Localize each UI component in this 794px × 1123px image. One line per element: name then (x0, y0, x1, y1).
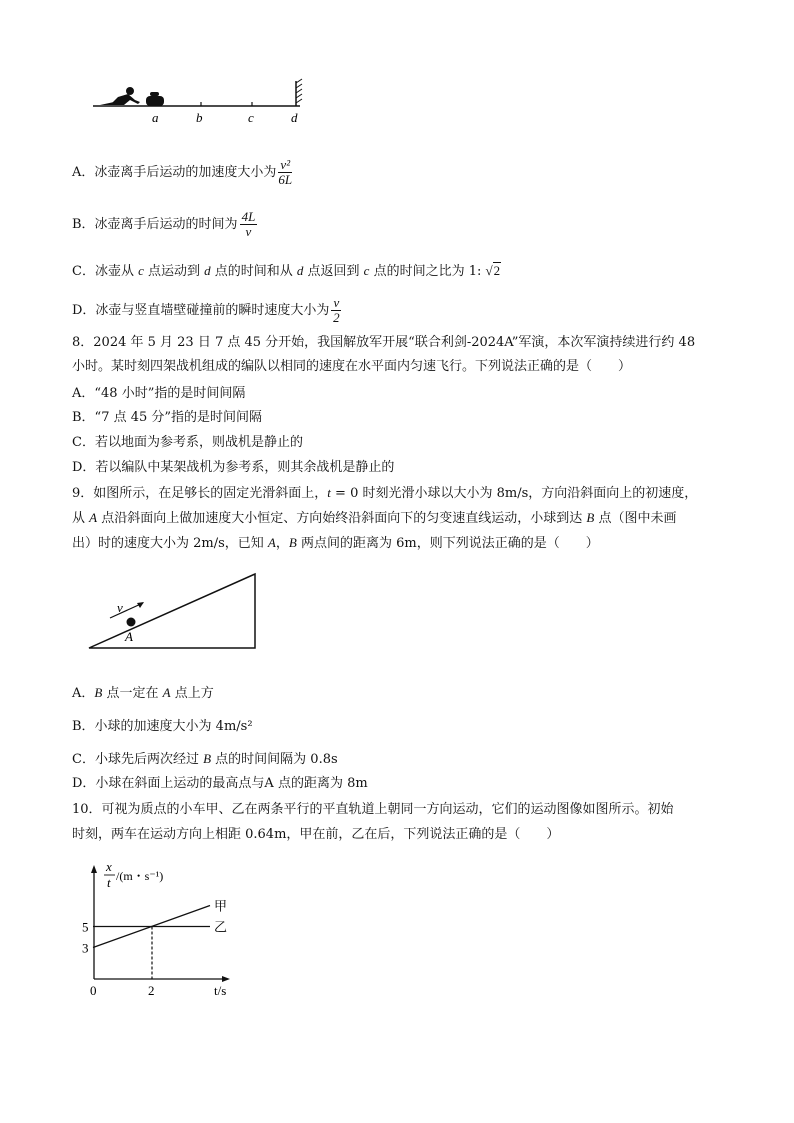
y-tick-label-5: 5 (82, 919, 89, 935)
xlabel: t/s (214, 983, 227, 998)
xt-t-chart (80, 855, 250, 1005)
fraction: $\frac{4L}{v}$ (241, 209, 256, 239)
q8-option-b: B．“7 点 45 分”指的是时间间隔 (72, 410, 263, 425)
point-label-A: A (125, 629, 133, 644)
series-label-1: 乙 (214, 919, 228, 935)
point-label-b: b (196, 110, 203, 125)
q9-stem-3: 出）时的速度大小为 2m/s，已知 A，B 两点间的距离为 6m，则下列说法正确的是（ ） (72, 535, 599, 551)
q8-stem-2: 小时。某时刻四架战机组成的编队以相同的速度在水平面内匀速飞行。下列说法正确的是（ ） (72, 359, 632, 374)
fraction: $\frac{\text{v²}}{6L}$ (278, 157, 293, 187)
athlete-icon (100, 87, 140, 105)
q10-stem-1: 10．可视为质点的小车甲、乙在两条平行的平直轨道上朝同一方向运动，它们的运动图像如图所示。初始 (72, 802, 674, 817)
series-label-0: 甲 (214, 898, 228, 914)
q8-option-c: C．若以地面为参考系，则战机是静止的 (72, 435, 303, 450)
velocity-label: v (117, 600, 123, 615)
q9-option-b: B．小球的加速度大小为 4m/s² (72, 719, 253, 734)
q9-option-d: D．小球在斜面上运动的最高点与A 点的距离为 8m (72, 776, 368, 791)
x-tick-label-2: 2 (148, 983, 155, 998)
q9-stem-2: 从 A 点沿斜面向上做加速度大小恒定、方向始终沿斜面向下的匀变速直线运动，小球到达 B 点（图中未画 (72, 510, 677, 526)
q9-option-c: C．小球先后两次经过 B 点的时间间隔为 0.8s (72, 751, 338, 767)
incline-figure (85, 570, 265, 655)
wall-icon (296, 79, 302, 106)
q8-stem-1: 8．2024 年 5 月 23 日 7 点 45 分开始，我国解放军开展“联合利剑-2024A”军演，本次军演持续进行约 48 (72, 335, 696, 350)
q8-option-a: A．“48 小时”指的是时间间隔 (72, 386, 246, 401)
y-axis-arrow-icon (91, 865, 97, 873)
sqrt: √2 (485, 263, 501, 278)
y-tick-label-3: 3 (82, 940, 89, 956)
q10-stem-2: 时刻，两车在运动方向上相距 0.64m，甲在前，乙在后，下列说法正确的是（ ） (72, 827, 560, 842)
q7-option-b: B．冰壶离手后运动的时间为 $\frac{4L}{v}$ (72, 209, 256, 239)
curling-stone-icon (146, 92, 164, 106)
x-tick-label-0: 0 (90, 983, 97, 998)
q7-option-a: A．冰壶离手后运动的加速度大小为 $\frac{\text{v²}}{6L}$ (72, 157, 293, 187)
velocity-arrow (110, 603, 143, 618)
q7-option-d: D．冰壶与竖直墙壁碰撞前的瞬时速度大小为 $\frac{v}{2}$ (72, 295, 340, 325)
point-label-c: c (248, 110, 254, 125)
ylabel-unit: /(m・s⁻¹) (116, 869, 164, 883)
curling-figure (90, 78, 320, 128)
ball (127, 618, 136, 627)
point-label-d: d (291, 110, 298, 125)
point-label-a: a (152, 110, 159, 125)
q9-option-a: A．B 点一定在 A 点上方 (72, 685, 214, 701)
q7-option-c: C．冰壶从 c 点运动到 d 点的时间和从 d 点返回到 c 点的时间之比为 1: √2 (72, 263, 501, 279)
q8-option-d: D．若以编队中某架战机为参考系，则其余战机是静止的 (72, 460, 395, 475)
ylabel-num: x (106, 859, 112, 874)
x-axis-arrow-icon (222, 976, 230, 982)
ylabel-den: t (107, 875, 111, 890)
fraction: $\frac{v}{2}$ (333, 295, 340, 325)
q9-stem-1: 9．如图所示，在足够长的固定光滑斜面上，t = 0 时刻光滑小球以大小为 8m/s，方向沿斜面向上的初速度， (72, 485, 698, 501)
incline-triangle (89, 574, 255, 648)
